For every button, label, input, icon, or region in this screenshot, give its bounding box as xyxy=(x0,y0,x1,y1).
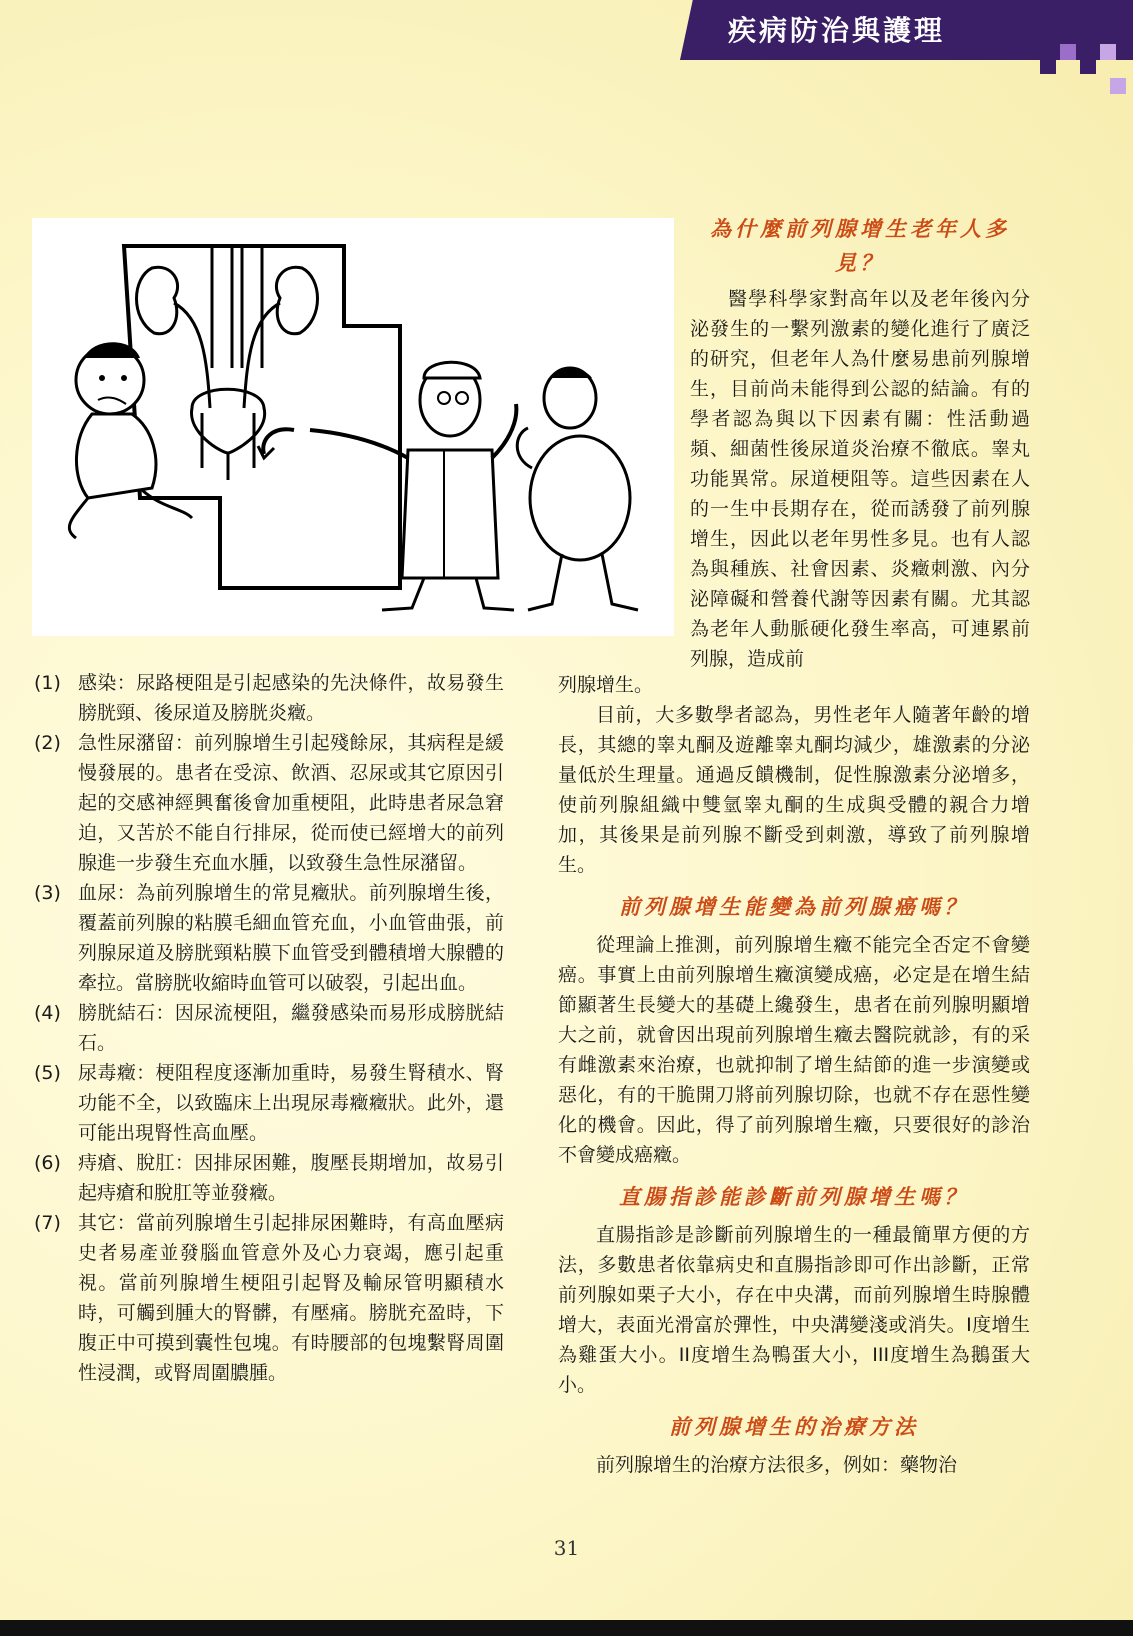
list-text: 痔瘡、脫肛：因排尿困難，腹壓長期增加，故易引起痔瘡和脫肛等並發癥。 xyxy=(78,1152,504,1204)
paragraph: 前列腺增生的治療方法很多，例如：藥物治 xyxy=(596,1454,958,1476)
section-title: 疾病防治與護理 xyxy=(728,14,946,47)
list-item xyxy=(34,1208,504,1388)
list-text: 尿毒癥：梗阻程度逐漸加重時，易發生腎積水、腎功能不全，以致臨床上出現尿毒癥癥狀。此外，還可能出現腎性高血壓。 xyxy=(78,1062,504,1144)
square-2 xyxy=(1060,44,1076,60)
list-item xyxy=(34,1148,504,1208)
section-heading: 前列腺增生的治療方法 xyxy=(669,1414,919,1439)
paragraph: 直腸指診是診斷前列腺增生的一種最簡單方便的方法，多數患者依靠病史和直腸指診即可作出診斷，正常前列腺如栗子大小，存在中央溝，而前列腺增生時腺體增大，表面光滑富於彈性，中央溝變淺或消失。I度增生為雞蛋大小。II度增生為鴨蛋大小，III度增生為鵝蛋大小。 xyxy=(558,1224,1030,1396)
list-text: 感染：尿路梗阻是引起感染的先決條件，故易發生膀胱頸、後尿道及膀胱炎癥。 xyxy=(78,672,504,724)
list-number: (5) xyxy=(34,1062,61,1084)
page-number: 31 xyxy=(553,1536,580,1560)
section-heading: 直腸指診能診斷前列腺增生嗎？ xyxy=(619,1184,969,1209)
cartoon-doctor-patients-icon xyxy=(32,218,674,636)
paragraph: 從理論上推測，前列腺增生癥不能完全否定不會變癌。事實上由前列腺增生癥演變成癌，必定是在增生結節顯著生長變大的基礎上纔發生，患者在前列腺明顯增大之前，就會因出現前列腺增生癥去醫院就診，有的采有雌激素來治療，也就抑制了增生結節的進一步演變或惡化，有的干脆開刀將前列腺切除，也就不存在惡性變化的機會。因此，得了前列腺增生癥，只要很好的診治不會變成癌癥。 xyxy=(558,934,1030,1166)
section-heading: 為什麼前列腺增生老年人多見？ xyxy=(710,216,1010,275)
decorative-squares xyxy=(1040,44,1133,104)
list-number: (7) xyxy=(34,1212,61,1234)
section-heading: 前列腺增生能變為前列腺癌嗎？ xyxy=(619,894,969,919)
list-number: (4) xyxy=(34,1002,61,1024)
square-4 xyxy=(1100,44,1116,60)
paragraph: 醫學科學家對高年以及老年後內分泌發生的一繫列激素的變化進行了廣泛的研究，但老年人為什麼易患前列腺增生，目前尚未能得到公認的結論。有的學者認為與以下因素有關：性活動過頻、細菌性後尿道炎治療不徹底。睾丸功能異常。尿道梗阻等。這些因素在人的一生中長期存在，從而誘發了前列腺增生，因此以老年男性多見。也有人認為與種族、社會因素、炎癥刺激、內分泌障礙和營養代謝等因素有關。尤其認為老年人動脈硬化發生率高，可連累前列腺，造成前 xyxy=(690,288,1030,670)
complications-list xyxy=(34,668,504,1388)
list-text: 其它：當前列腺增生引起排尿困難時，有高血壓病史者易產並發腦血管意外及心力衰竭，應引起重視。當前列腺增生梗阻引起腎及輸尿管明顯積水時，可觸到腫大的腎髒，有壓痛。膀胱充盈時，下腹正中可摸到囊性包塊。有時腰部的包塊繫腎周圍性浸潤，或腎周圍膿腫。 xyxy=(78,1212,504,1384)
bottom-edge xyxy=(0,1620,1133,1636)
list-item xyxy=(34,998,504,1058)
list-text: 血尿：為前列腺增生的常見癥狀。前列腺增生後，覆蓋前列腺的粘膜毛細血管充血，小血管曲張，前列腺尿道及膀胱頸粘膜下血管受到體積增大腺體的牽拉。當膀胱收縮時血管可以破裂，引起出血。 xyxy=(78,882,504,994)
square-1 xyxy=(1040,58,1056,74)
list-item xyxy=(34,878,504,998)
list-text: 急性尿潴留：前列腺增生引起殘餘尿，其病程是緩慢發展的。患者在受涼、飲酒、忍尿或其它原因引起的交感神經興奮後會加重梗阻，此時患者尿急窘迫，又苦於不能自行排尿，從而使已經增大的前列腺進一步發生充血水腫，以致發生急性尿潴留。 xyxy=(78,732,504,874)
list-number: (6) xyxy=(34,1152,61,1174)
square-3 xyxy=(1080,58,1096,74)
list-item xyxy=(34,1058,504,1148)
paragraph: 目前，大多數學者認為，男性老年人隨著年齡的增長，其總的睾丸酮及遊離睾丸酮均減少，雄激素的分泌量低於生理量。通過反饋機制，促性腺激素分泌增多，使前列腺組織中雙氫睾丸酮的生成與受體的親合力增加，其後果是前列腺不斷受到刺激，導致了前列腺增生。 xyxy=(558,704,1030,876)
right-top-section xyxy=(690,212,1030,674)
list-item xyxy=(34,668,504,728)
right-bottom-section xyxy=(558,670,1030,1480)
list-item xyxy=(34,728,504,878)
square-5 xyxy=(1110,78,1126,94)
paragraph-continuation: 列腺增生。 xyxy=(558,674,654,696)
list-number: (1) xyxy=(34,672,61,694)
list-number: (2) xyxy=(34,732,61,754)
list-text: 膀胱結石：因尿流梗阻，繼發感染而易形成膀胱結石。 xyxy=(78,1002,504,1054)
list-number: (3) xyxy=(34,882,61,904)
